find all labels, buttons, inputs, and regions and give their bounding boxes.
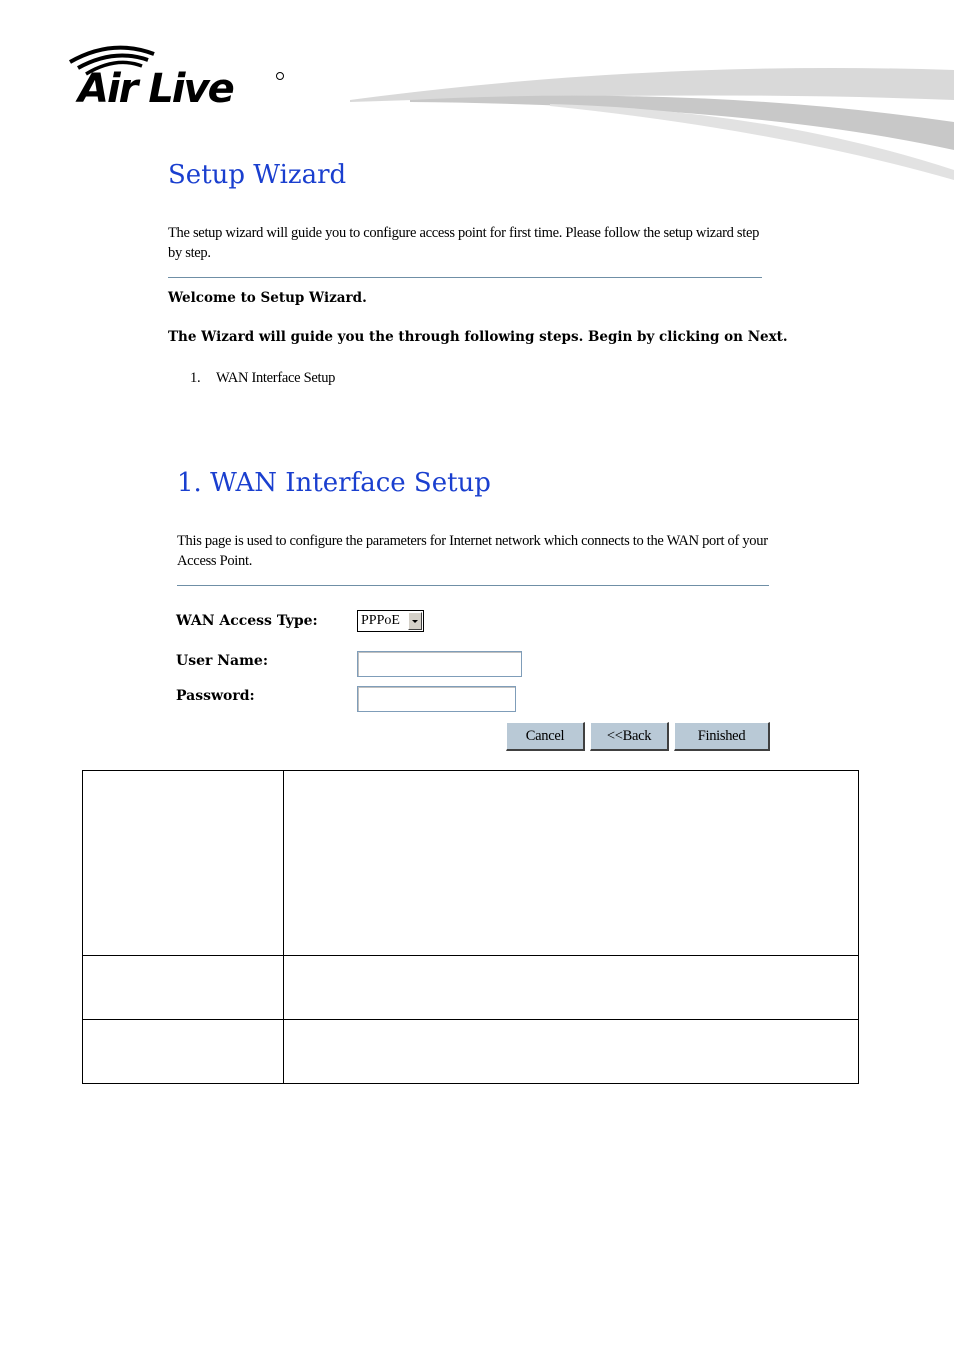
back-button[interactable]: <<Back: [590, 722, 669, 751]
finished-button[interactable]: Finished: [674, 722, 770, 751]
svg-text:Air Live: Air Live: [78, 66, 233, 110]
table-row: [83, 771, 859, 956]
divider: [177, 585, 769, 586]
table-row: [83, 956, 859, 1020]
table-row: [83, 1020, 859, 1084]
wan-access-type-label: WAN Access Type:: [176, 613, 318, 629]
password-label: Password:: [176, 688, 255, 704]
table-cell-desc: [284, 771, 859, 956]
user-name-input[interactable]: [357, 651, 522, 677]
table-cell-term: [83, 956, 284, 1020]
table-cell-term: [83, 771, 284, 956]
wan-setup-title: 1. WAN Interface Setup: [177, 468, 491, 498]
wan-setup-description: This page is used to configure the parameters for Internet network which connects to the WAN port of your Access Point.: [177, 533, 768, 569]
user-name-label: User Name:: [176, 653, 269, 669]
table-cell-desc: [284, 956, 859, 1020]
cancel-button[interactable]: Cancel: [506, 722, 585, 751]
step-label: WAN Interface Setup: [216, 370, 336, 386]
password-input[interactable]: [357, 686, 516, 712]
wan-access-type-select[interactable]: [357, 610, 424, 632]
info-table: [82, 770, 859, 1084]
welcome-text: Welcome to Setup Wizard.: [168, 290, 367, 306]
setup-wizard-title: Setup Wizard: [168, 160, 347, 190]
wan-access-type-value: PPPoE: [361, 613, 400, 628]
chevron-down-icon[interactable]: [408, 612, 422, 630]
divider: [168, 277, 762, 278]
table-cell-desc: [284, 1020, 859, 1084]
header-swoosh-decoration: [350, 60, 954, 180]
setup-wizard-description: The setup wizard will guide you to configure access point for first time. Please follow the setup wizard step by step.: [168, 225, 760, 261]
instruction-text: The Wizard will guide you the through following steps. Begin by clicking on Next.: [168, 329, 788, 345]
step-number: 1.: [190, 370, 201, 386]
airlive-logo: [62, 40, 292, 110]
table-cell-term: [83, 1020, 284, 1084]
